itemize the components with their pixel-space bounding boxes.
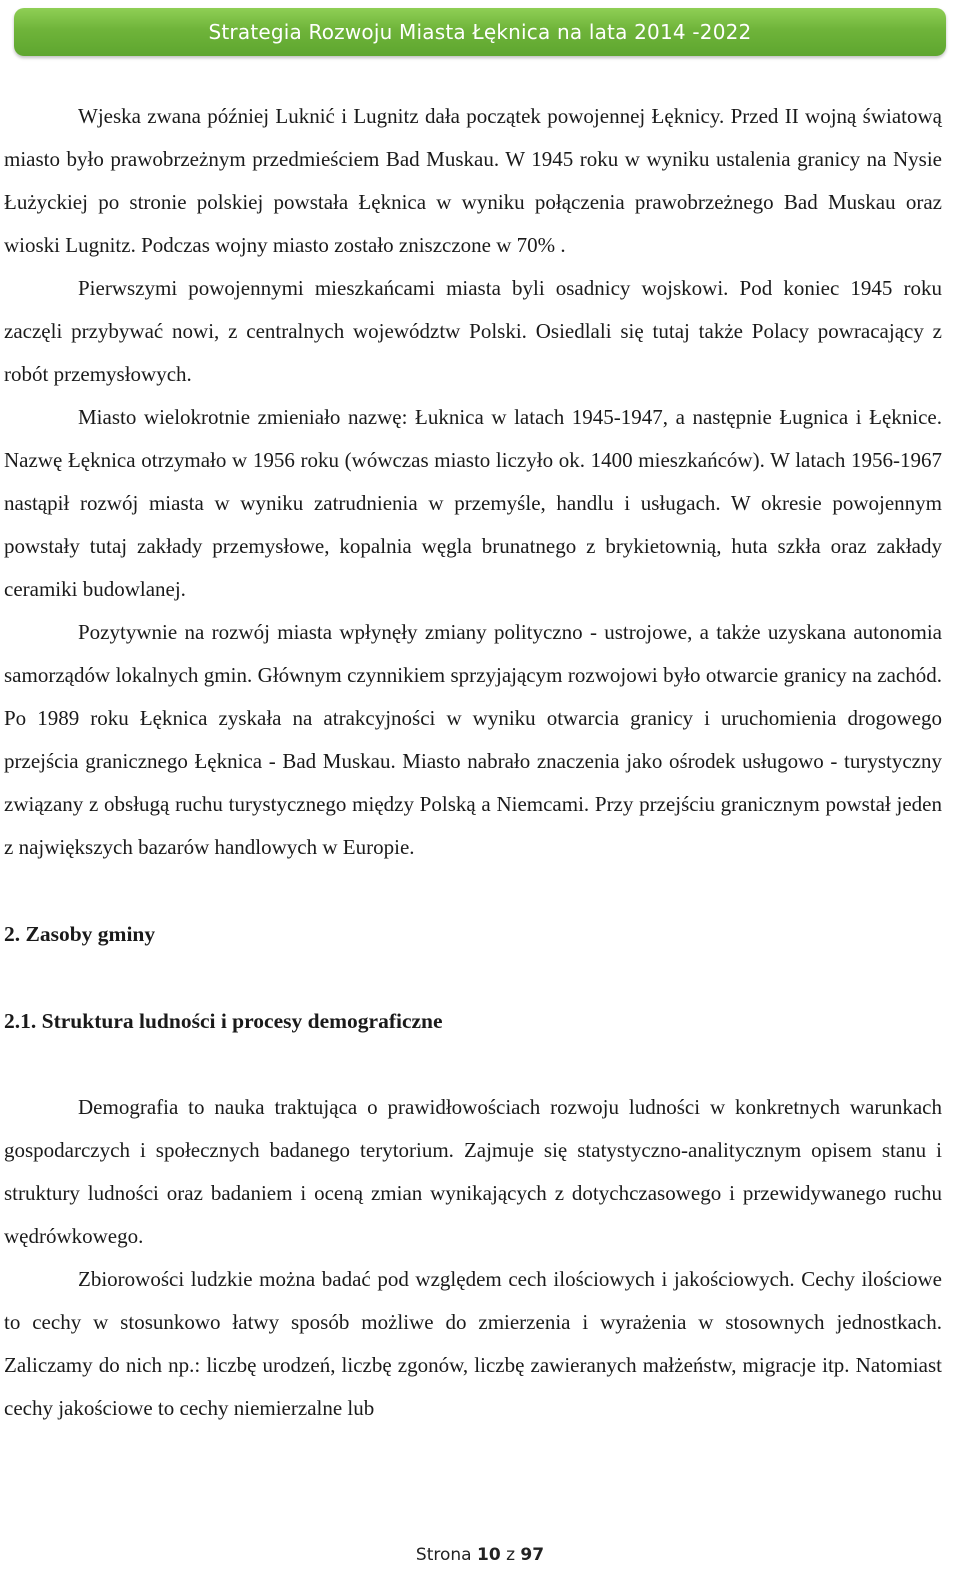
paragraph-history-origin: Wjeska zwana później Luknić i Lugnitz dała początek powojennej Łęknicy. Przed II wojną światową miasto było prawobrzeżnym przedmieściem Bad Muskau. W 1945 roku w wyniku ustalenia granicy na Nysie Łużyckiej po stronie polskiej powstała Łęknica w wyniku połączenia prawobrzeżnego Bad Muskau oraz wioski Lugnitz. Podczas wojny miasto zostało zniszczone w 70% . <box>4 104 942 257</box>
page-number: 10 <box>476 1545 501 1565</box>
subsection-heading: 2.1. Struktura ludności i procesy demograficzne <box>4 1009 443 1033</box>
paragraph-first-settlers: Pierwszymi powojennymi mieszkańcami miasta byli osadnicy wojskowi. Pod koniec 1945 roku zaczęli przybywać nowi, z centralnych województw Polski. Osiedlali się tutaj także Polacy powracający z robót przemysłowych. <box>4 276 942 386</box>
section-heading: 2. Zasoby gminy <box>4 922 156 946</box>
paragraph-name-changes: Miasto wielokrotnie zmieniało nazwę: Łuknica w latach 1945-1947, a następnie Ługnica i Łęknice. Nazwę Łęknica otrzymało w 1956 roku (wówczas miasto liczyło ok. 1400 mieszkańców). W latach 1956-1967 nastąpił rozwój miasta w wyniku zatrudnienia w przemyśle, handlu i usługach. W okresie powojennym powstały tutaj zakłady przemysłowe, kopalnia węgla brunatnego z brykietownią, huta szkła oraz zakłady ceramiki budowlanej. <box>4 405 942 601</box>
paragraph-demography-definition: Demografia to nauka traktująca o prawidłowościach rozwoju ludności w konkretnych warunkach gospodarczych i społecznych badanego terytorium. Zajmuje się statystyczno-analitycznym opisem stanu i struktury ludności oraz badaniem i oceną zmian wynikających z dotychczasowego i przewidywanego ruchu wędrówkowego. <box>4 1095 942 1248</box>
footer-prefix: Strona <box>415 1545 472 1565</box>
document-body <box>4 95 942 1430</box>
footer-separator: z <box>506 1545 515 1565</box>
page-footer <box>0 1545 960 1565</box>
page-header-bar <box>14 8 946 56</box>
paragraph-political-changes: Pozytywnie na rozwój miasta wpłynęły zmiany polityczno - ustrojowe, a także uzyskana autonomia samorządów lokalnych gmin. Głównym czynnikiem sprzyjającym rozwojowi było otwarcie granicy na zachód. Po 1989 roku Łęknica zyskała na atrakcyjności w wyniku otwarcia granicy i uruchomienia drogowego przejścia granicznego Łęknica - Bad Muskau. Miasto nabrało znaczenia jako ośrodek usługowo - turystyczny związany z obsługą ruchu turystycznego między Polską a Niemcami. Przy przejściu granicznym powstał jeden z największych bazarów handlowych w Europie. <box>4 620 942 859</box>
total-pages: 97 <box>520 1545 545 1565</box>
document-title: Strategia Rozwoju Miasta Łęknica na lata 2014 -2022 <box>208 20 752 44</box>
paragraph-population-features: Zbiorowości ludzkie można badać pod względem cech ilościowych i jakościowych. Cechy ilościowe to cechy w stosunkowo łatwy sposób możliwe do zmierzenia i wyrażenia w stosownych jednostkach. Zaliczamy do nich np.: liczbę urodzeń, liczbę zgonów, liczbę zawieranych małżeństw, migracje itp. Natomiast cechy jakościowe to cechy niemierzalne lub <box>4 1267 942 1420</box>
